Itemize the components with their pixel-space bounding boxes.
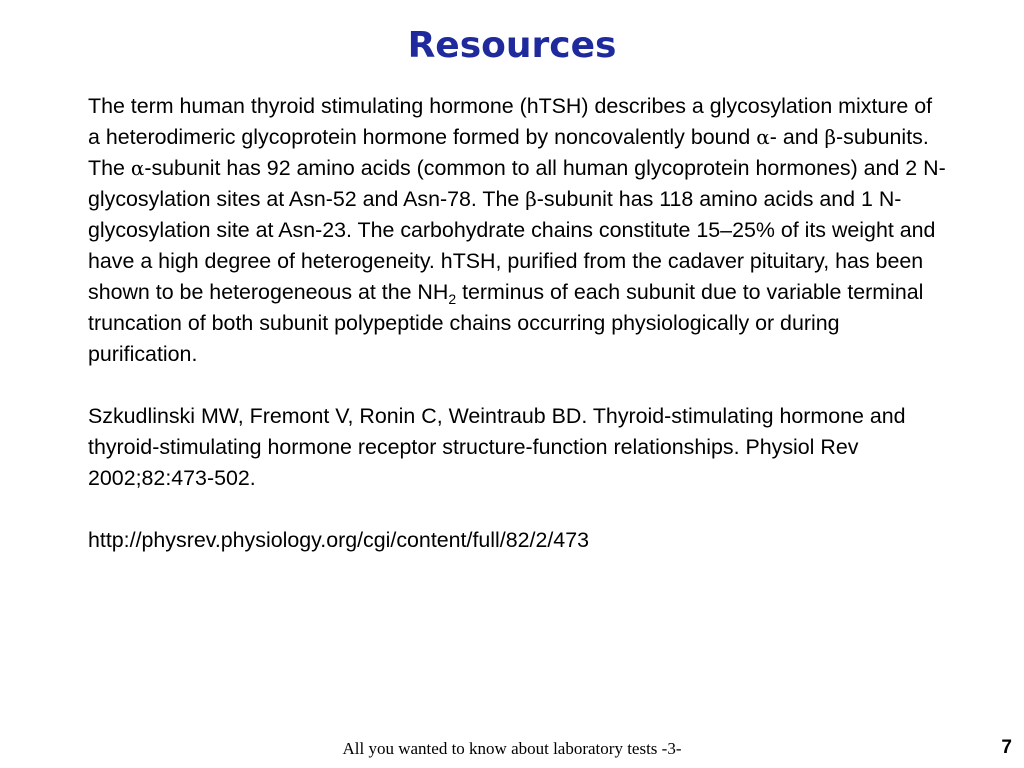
description-text-4: -subunit has 92 amino acids (common to all human glycoprotein hormones) and 2 N-glycosylation sites at Asn-52 and Asn-78. The	[88, 156, 946, 211]
description-text-1: The term human thyroid stimulating hormone (hTSH) describes a glycosylation mixture of a heterodimeric glycoprotein hormone formed by noncovalently bound	[88, 94, 933, 149]
description-text-3: -subunits. The	[88, 125, 929, 180]
paragraph-gap	[88, 370, 948, 401]
beta-symbol: β	[824, 125, 837, 149]
description-paragraph	[88, 91, 948, 370]
slide-content	[88, 91, 948, 556]
alpha-symbol: α	[756, 125, 770, 149]
footer-text: All you wanted to know about laboratory tests -3-	[342, 739, 682, 758]
reference-url[interactable]: http://physrev.physiology.org/cgi/content/full/82/2/473	[88, 528, 589, 552]
page-number: 7	[1001, 737, 1012, 758]
subscript-2: 2	[448, 291, 457, 307]
alpha-symbol: α	[130, 156, 145, 180]
description-text-2: - and	[769, 125, 825, 149]
description-text-5: -subunit has 118 amino acids and 1 N-glycosylation site at Asn-23. The carbohydrate chains constitute 15–25% of its weight and have a high degree of heterogeneity. hTSH, purified from the cadaver pituitary, has been shown to be heterogeneous at the NH	[88, 187, 936, 304]
beta-symbol: β	[525, 187, 537, 211]
slide-title: Resources	[407, 25, 617, 66]
paragraph-gap	[88, 494, 948, 525]
reference-citation: Szkudlinski MW, Fremont V, Ronin C, Weintraub BD. Thyroid-stimulating hormone and thyroid-stimulating hormone receptor structure-function relationships. Physiol Rev 2002;82:473-502.	[88, 404, 906, 490]
description-text-6: terminus of each subunit due to variable terminal truncation of both subunit polypeptide chains occurring physiologically or during purification.	[88, 280, 924, 366]
